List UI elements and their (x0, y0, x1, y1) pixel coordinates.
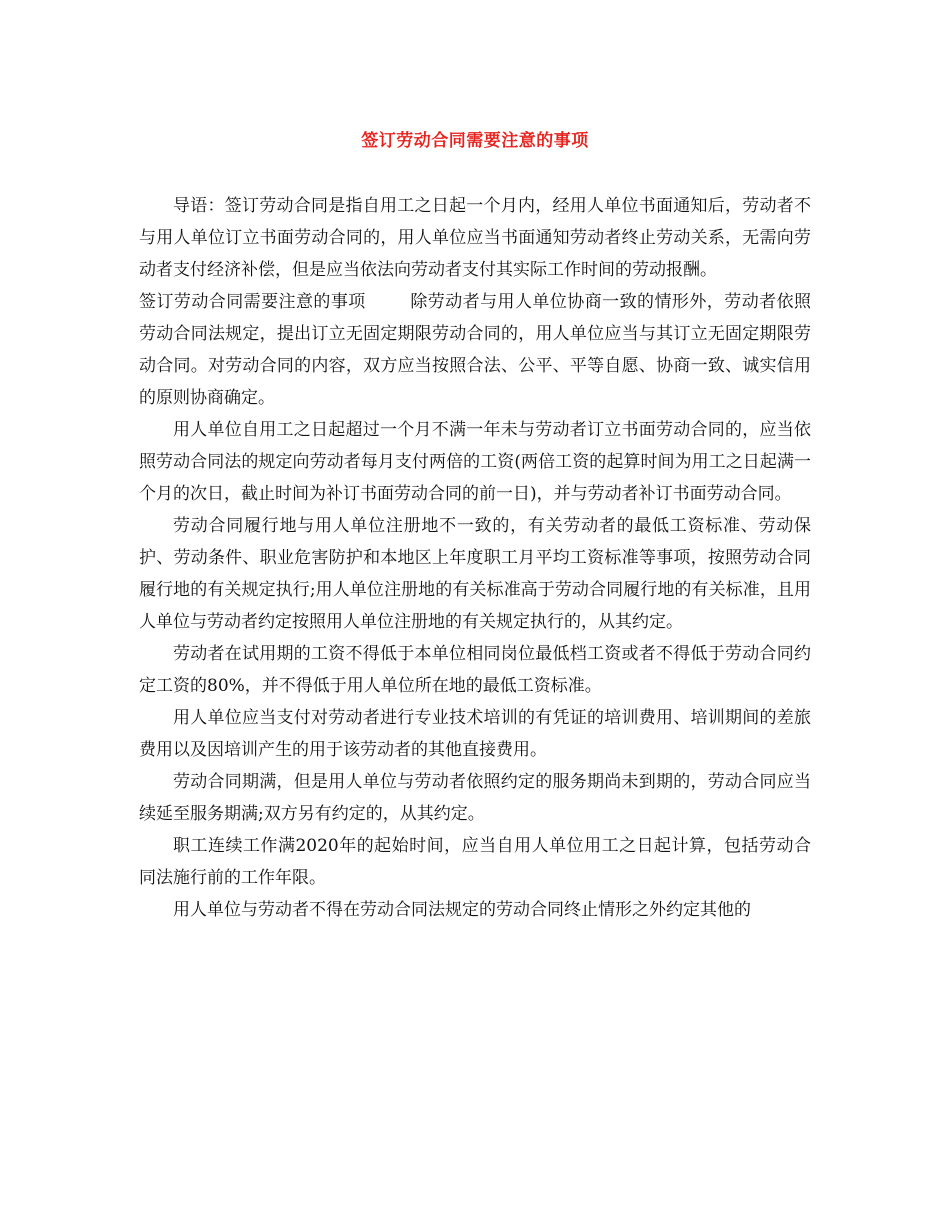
section-paragraph (139, 286, 811, 414)
document-title: 签订劳动合同需要注意的事项 (361, 131, 589, 151)
document-body (139, 190, 811, 926)
section-text: 除劳动者与用人单位协商一致的情形外，劳动者依照劳动合同法规定，提出订立无固定期限劳动合同的，用人单位应当与其订立无固定期限劳动合同。对劳动合同的内容，双方应当按照合法、公平、平等自愿、协商一致、诚实信用的原则协商确定。 (139, 292, 812, 408)
body-paragraph-6: 职工连续工作满2020年的起始时间，应当自用人单位用工之日起计算，包括劳动合同法施行前的工作年限。 (139, 836, 811, 888)
section-heading: 签订劳动合同需要注意的事项 (139, 292, 366, 312)
body-paragraph-1: 用人单位自用工之日起超过一个月不满一年未与劳动者订立书面劳动合同的，应当依照劳动合同法的规定向劳动者每月支付两倍的工资(两倍工资的起算时间为用工之日起满一个月的次日，截止时间为补订书面劳动合同的前一日)，并与劳动者补订书面劳动合同。 (139, 420, 811, 504)
body-paragraph-2: 劳动合同履行地与用人单位注册地不一致的，有关劳动者的最低工资标准、劳动保护、劳动条件、职业危害防护和本地区上年度职工月平均工资标准等事项，按照劳动合同履行地的有关规定执行;用人单位注册地的有关标准高于劳动合同履行地的有关标准，且用人单位与劳动者约定按照用人单位注册地的有关规定执行的，从其约定。 (139, 516, 811, 632)
intro-paragraph: 导语：签订劳动合同是指自用工之日起一个月内，经用人单位书面通知后，劳动者不与用人单位订立书面劳动合同的，用人单位应当书面通知劳动者终止劳动关系，无需向劳动者支付经济补偿，但是应当依法向劳动者支付其实际工作时间的劳动报酬。 (139, 196, 811, 280)
body-paragraph-4: 用人单位应当支付对劳动者进行专业技术培训的有凭证的培训费用、培训期间的差旅费用以及因培训产生的用于该劳动者的其他直接费用。 (139, 708, 811, 760)
body-paragraph-5: 劳动合同期满，但是用人单位与劳动者依照约定的服务期尚未到期的，劳动合同应当续延至服务期满;双方另有约定的，从其约定。 (139, 772, 811, 824)
body-paragraph-3: 劳动者在试用期的工资不得低于本单位相同岗位最低档工资或者不得低于劳动合同约定工资的80%，并不得低于用人单位所在地的最低工资标准。 (139, 644, 811, 696)
body-paragraph-7: 用人单位与劳动者不得在劳动合同法规定的劳动合同终止情形之外约定其他的 (173, 900, 751, 920)
